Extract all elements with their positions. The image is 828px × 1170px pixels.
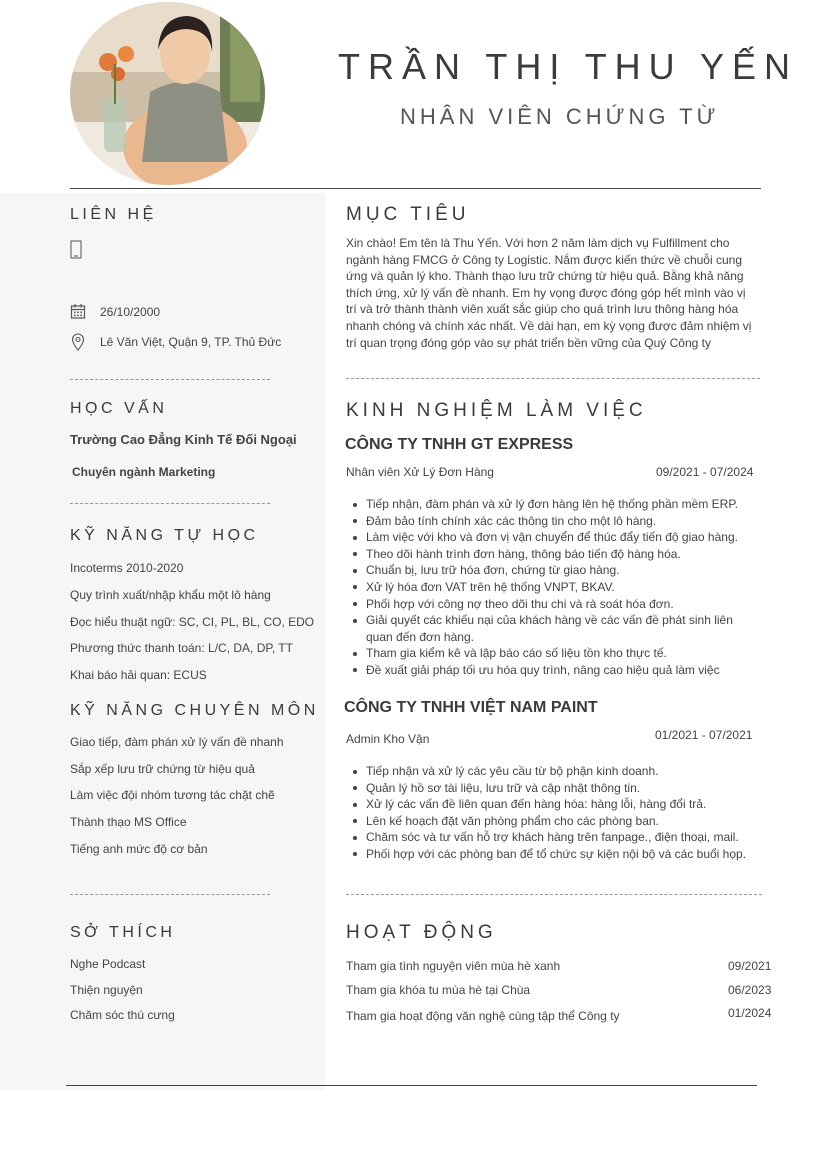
job-role: Nhân viên Xử Lý Đơn Hàng [346, 465, 494, 479]
list-item: Chuẩn bị, lưu trữ hóa đơn, chứng từ giao hàng. [346, 562, 762, 579]
list-item: Lên kế hoạch đặt văn phòng phẩm cho các phòng ban. [346, 813, 762, 830]
sidebar-divider [70, 894, 270, 895]
location-pin-icon [71, 333, 85, 351]
activity-date: 01/2024 [728, 1006, 772, 1020]
activity-name: Tham gia hoạt động văn nghệ cùng tập thể Công ty [346, 1009, 620, 1023]
job-duties-list [346, 763, 762, 863]
activities-title: HOẠT ĐỘNG [346, 922, 497, 943]
list-item: Quản lý hồ sơ tài liệu, lưu trữ và cập nhật thông tin. [346, 780, 762, 797]
hobby-item: Thiện nguyện [70, 983, 143, 997]
activity-name: Tham gia tình nguyện viên mùa hè xanh [346, 959, 561, 973]
contact-title: LIÊN HỆ [70, 206, 157, 223]
self-skill-item: Đọc hiểu thuật ngữ: SC, CI, PL, BL, CO, EDO [70, 615, 315, 629]
list-item: Phối hợp với các phòng ban để tổ chức sự kiện nội bộ và các buổi họp. [346, 846, 762, 863]
pro-skill-item: Làm việc đội nhóm tương tác chặt chẽ [70, 788, 275, 802]
objective-text: Xin chào! Em tên là Thu Yến. Với hơn 2 năm làm dịch vụ Fulfillment cho ngành hàng FMCG ở Công ty Logistic. Nắm được kiến thức về chuỗi cung ứng và quản lý kho. Thành thạo lưu trữ chứng từ hiệu quả. Bằng khả năng thích ứng, xử lý vấn đề nhanh. Em hy vọng được đóng góp hết mình vào vị trí và trở thành thành viên xuất sắc giúp cho quá trình lưu thông hàng hóa nhanh chóng và chính xác nhất. Về dài hạn, em kỳ vọng được đảm nhiệm vị trí quan trọng đóng góp vào sự phát triển bền vững của Quý Công ty [346, 236, 752, 350]
pro-skill-item: Sắp xếp lưu trữ chứng từ hiệu quả [70, 762, 255, 776]
school-name: Trường Cao Đẳng Kinh Tế Đối Ngoại [70, 432, 297, 447]
birthday-text: 26/10/2000 [100, 305, 161, 319]
list-item: Đề xuất giải pháp tối ưu hóa quy trình, nâng cao hiệu quả làm việc [346, 662, 762, 679]
activity-name: Tham gia khóa tu mùa hè tại Chùa [346, 983, 531, 997]
list-item: Tham gia kiểm kê và lập báo cáo số liệu tồn kho thực tế. [346, 645, 762, 662]
self-skill-item: Phương thức thanh toán: L/C, DA, DP, TT [70, 641, 293, 655]
phone-icon [70, 240, 82, 260]
education-title: HỌC VẤN [70, 400, 168, 417]
pro-skill-item: Tiếng anh mức độ cơ bản [70, 842, 208, 856]
job-duties-list [346, 496, 762, 679]
objective-title: MỤC TIÊU [346, 204, 470, 225]
self-skill-item: Quy trình xuất/nhập khẩu một lô hàng [70, 588, 271, 602]
pro-skills-title: KỸ NĂNG CHUYÊN MÔN [70, 702, 319, 719]
job-role: Admin Kho Vận [346, 732, 430, 746]
list-item: Chăm sóc và tư vấn hỗ trợ khách hàng trên fanpage., điện thoại, mail. [346, 829, 762, 846]
candidate-name: TRẦN THỊ THU YẾN [338, 46, 799, 87]
list-item: Phối hợp với công nợ theo dõi thu chi và rà soát hóa đơn. [346, 596, 762, 613]
company-name: CÔNG TY TNHH GT EXPRESS [345, 436, 574, 453]
pro-skill-item: Thành thạo MS Office [70, 815, 187, 829]
header-divider [70, 188, 761, 189]
self-skill-item: Khai báo hải quan: ECUS [70, 668, 207, 682]
job-period: 09/2021 - 07/2024 [656, 465, 754, 479]
self-skills-title: KỸ NĂNG TỰ HỌC [70, 527, 259, 544]
pro-skill-item: Giao tiếp, đàm phán xử lý vấn đề nhanh [70, 735, 284, 749]
list-item: Giải quyết các khiếu nại của khách hàng về các vấn đề phát sinh liên quan đến đơn hàng. [346, 612, 762, 645]
sidebar-divider [70, 379, 270, 380]
list-item: Xử lý các vấn đề liên quan đến hàng hóa: hàng lỗi, hàng đổi trả. [346, 796, 762, 813]
list-item: Tiếp nhận, đàm phán và xử lý đơn hàng lên hệ thống phần mềm ERP. [346, 496, 762, 513]
hobbies-title: SỞ THÍCH [70, 924, 176, 941]
hobby-item: Chăm sóc thú cưng [70, 1008, 175, 1022]
main-divider [346, 378, 760, 379]
list-item: Xử lý hóa đơn VAT trên hệ thống VNPT, BKAV. [346, 579, 762, 596]
job-title: NHÂN VIÊN CHỨNG TỪ [400, 104, 720, 129]
list-item: Làm việc với kho và đơn vị vận chuyển để thúc đẩy tiến độ giao hàng. [346, 529, 762, 546]
hobby-item: Nghe Podcast [70, 957, 146, 971]
profile-photo [70, 2, 265, 185]
address-text: Lê Văn Việt, Quận 9, TP. Thủ Đức [100, 335, 282, 349]
main-divider [346, 894, 762, 895]
sidebar-divider [70, 503, 270, 504]
list-item: Đảm bảo tính chính xác các thông tin cho một lô hàng. [346, 513, 762, 530]
experience-title: KINH NGHIỆM LÀM VIỆC [346, 400, 647, 421]
activity-date: 06/2023 [728, 983, 772, 997]
calendar-icon [70, 303, 86, 319]
list-item: Theo dõi hành trình đơn hàng, thông báo tiến độ hàng hóa. [346, 546, 762, 563]
activity-date: 09/2021 [728, 959, 772, 973]
company-name: CÔNG TY TNHH VIỆT NAM PAINT [344, 699, 598, 716]
self-skill-item: Incoterms 2010-2020 [70, 561, 184, 575]
major-text: Chuyên ngành Marketing [72, 465, 216, 479]
footer-divider [66, 1085, 757, 1086]
list-item: Tiếp nhận và xử lý các yêu cầu từ bộ phận kinh doanh. [346, 763, 762, 780]
job-period: 01/2021 - 07/2021 [655, 728, 753, 742]
